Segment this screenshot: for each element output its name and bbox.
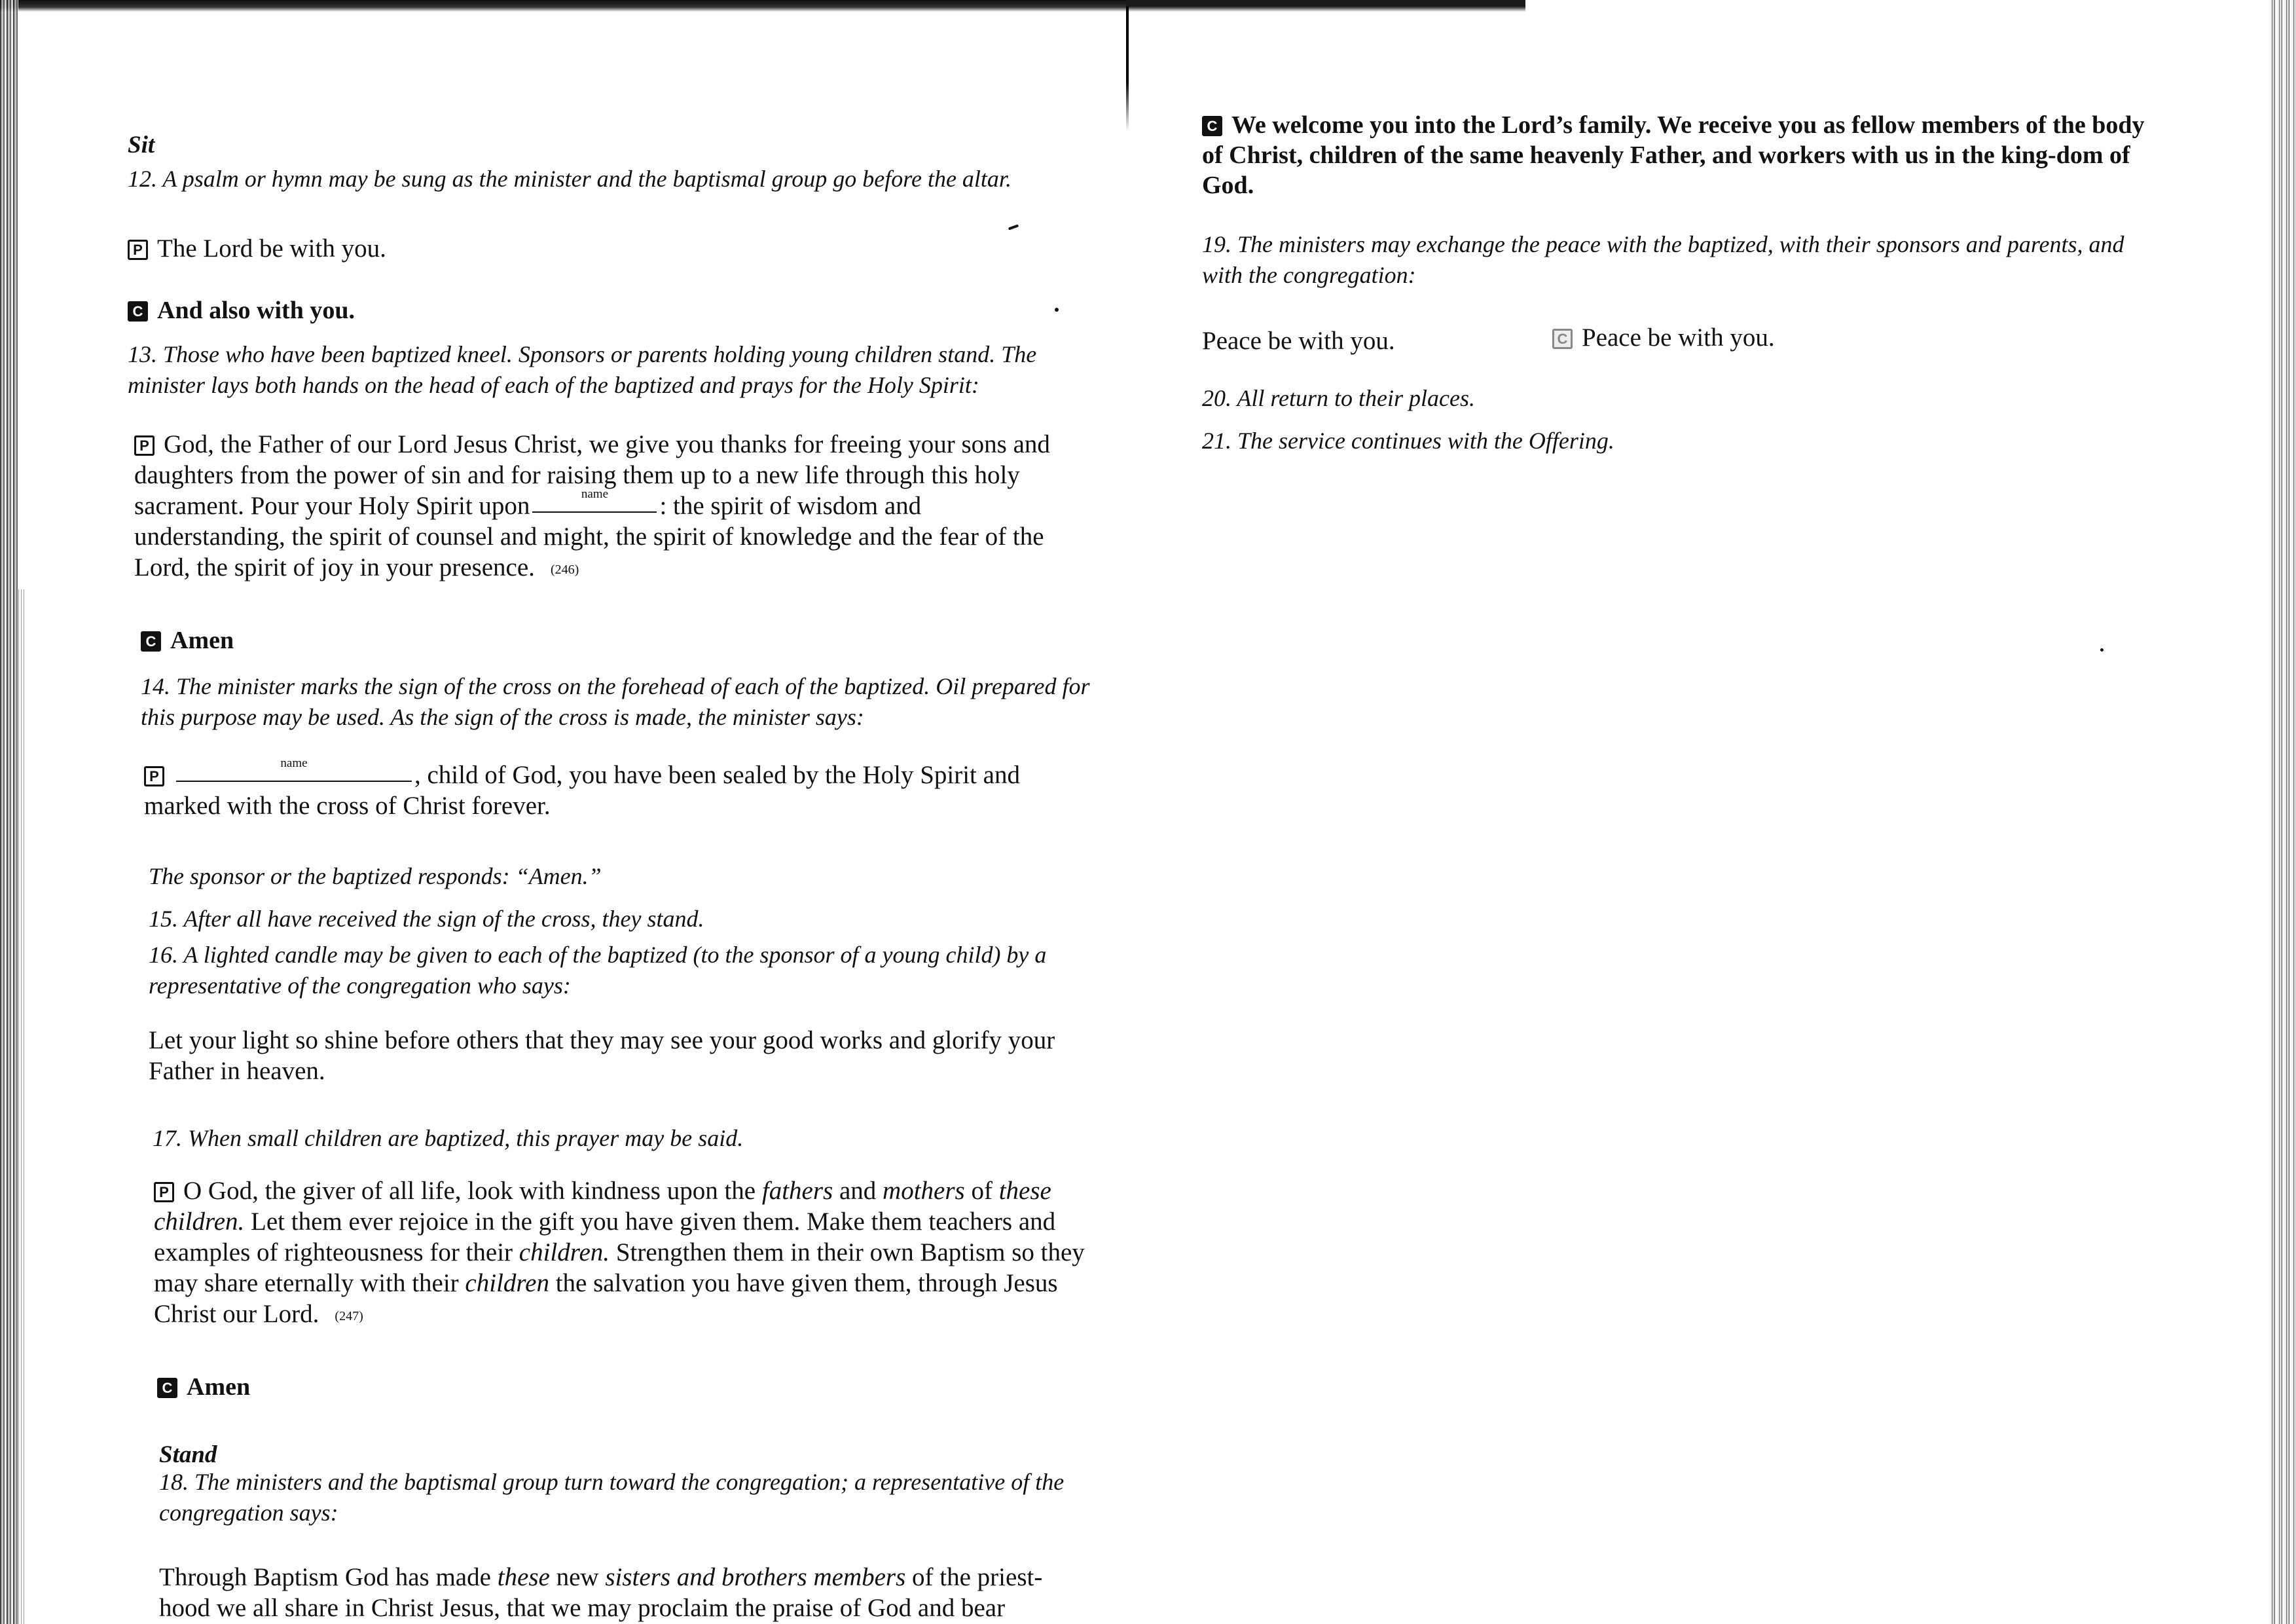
prayer-247-variable: children.	[519, 1238, 610, 1266]
congregation-badge: C	[157, 1378, 177, 1398]
rubric-19: 19. The ministers may exchange the peace with the baptized, with their sponsors and parents, and with the congregation:	[1202, 231, 2124, 288]
versicle-text: The Lord be with you.	[157, 234, 386, 263]
welcome-congregation	[1202, 110, 2145, 200]
prayer-247	[154, 1175, 1090, 1332]
amen-1-text: Amen	[170, 627, 234, 654]
rubric-15: 15. After all have received the sign of the cross, they stand.	[149, 906, 704, 932]
welcome-rep-variable: sisters and brothers members	[605, 1563, 906, 1591]
welcome-representative	[159, 1562, 1089, 1623]
response	[128, 295, 1110, 325]
book-gutter	[1126, 7, 1129, 131]
sealing-text: , child of God, you have been sealed by the Holy Spirit and marked with the cross of Christ forever.	[144, 761, 1020, 820]
scan-speck	[2100, 648, 2104, 652]
name-blank-label: name	[280, 756, 308, 770]
welcome-rep-variable: these	[497, 1563, 550, 1591]
scan-right-edge	[2270, 0, 2296, 1624]
response-text: And also with you.	[157, 297, 355, 324]
pastor-badge: P	[154, 1182, 174, 1202]
prayer-246	[134, 429, 1070, 585]
name-blank-label: name	[581, 487, 609, 501]
name-blank	[532, 487, 657, 513]
prayer-247-text: O God, the giver of all life, look with kindness upon the	[183, 1177, 762, 1205]
prayer-247-text: of	[964, 1177, 999, 1205]
versicle	[128, 233, 1110, 264]
rubric-20: 20. All return to their places.	[1202, 385, 1475, 411]
prayer-247-variable: children	[465, 1269, 549, 1297]
pastor-badge: P	[134, 435, 155, 456]
congregation-badge: C	[128, 301, 148, 322]
prayer-ref-246: (246)	[550, 563, 579, 577]
amen-2	[157, 1372, 1110, 1402]
stand-heading: Stand	[159, 1441, 217, 1468]
rubric-16: 16. A lighted candle may be given to each of the baptized (to the sponsor of a young child) by a representative of the congregation who says:	[149, 942, 1047, 999]
prayer-ref-247: (247)	[335, 1309, 363, 1323]
congregation-badge: C	[1552, 329, 1573, 349]
welcome-rep-text: Through Baptism God has made	[159, 1563, 498, 1591]
light-text: Let your light so shine before others that they may see your good works and glorify your Father in heaven.	[149, 1026, 1055, 1085]
rubric-12: 12. A psalm or hymn may be sung as the minister and the baptismal group go before the altar.	[128, 166, 1011, 192]
peace-response-text: Peace be with you.	[1582, 323, 1775, 352]
prayer-246-text-start: God, the Father of our Lord Jesus Christ, we give you thanks for freeing your sons and daughters from the power of sin and for raising them up to a new life through this holy sacrament. Pour your Holy Spirit upon	[134, 430, 1050, 520]
welcome-congregation-text: We welcome you into the Lord’s family. We receive you as fellow members of the body of Christ, children of the same heavenly Father, and workers with us in the king-dom of God.	[1202, 111, 2145, 199]
sealing	[144, 756, 1087, 821]
scan-speck	[1008, 224, 1019, 230]
rubric-13: 13. Those who have been baptized kneel. Sponsors or parents holding young children stand. The minister lays both hands on the head of each of the baptized and prays for the Holy Spirit:	[128, 341, 1037, 398]
prayer-246-text-end: : the spirit of wisdom and understanding, the spirit of counsel and might, the spirit of knowledge and the fear of the Lord, the spirit of joy in your presence.	[134, 492, 1044, 581]
peace-response	[1552, 322, 2141, 353]
prayer-247-variable: mothers	[883, 1177, 965, 1205]
amen-2-text: Amen	[187, 1373, 251, 1401]
sit-heading: Sit	[128, 132, 155, 158]
scan-left-edge	[0, 0, 18, 1624]
prayer-247-variable: these children.	[154, 1177, 1051, 1236]
rubric-21: 21. The service continues with the Offering.	[1202, 428, 1614, 454]
rubric-17: 17. When small children are baptized, this prayer may be said.	[153, 1125, 744, 1151]
scan-top-shadow-right	[1126, 0, 1525, 7]
prayer-247-text: the salvation you have given them, through Jesus Christ our Lord.	[154, 1269, 1058, 1328]
scan-left-edge-inner	[18, 589, 25, 1624]
congregation-badge: C	[1202, 116, 1222, 136]
prayer-247-text: Strengthen them in their own Baptism so they may share eternally with their	[154, 1238, 1085, 1297]
prayer-247-variable: fathers	[761, 1177, 833, 1205]
rubric-sponsor: The sponsor or the baptized responds: “Amen.”	[149, 863, 602, 889]
peace-minister: Peace be with you.	[1202, 327, 1395, 355]
rubric-18: 18. The ministers and the baptismal group turn toward the congregation; a representative of the congregation says:	[159, 1469, 1065, 1526]
congregation-badge: C	[141, 631, 161, 652]
pastor-badge: P	[128, 240, 148, 260]
prayer-247-text: Let them ever rejoice in the gift you have given them. Make them teachers and examples of righteousness for their	[154, 1208, 1056, 1266]
welcome-rep-text: of the priest-hood we all share in Christ Jesus, that we may proclaim the praise of God and bear	[159, 1563, 1043, 1622]
rubric-14: 14. The minister marks the sign of the cross on the forehead of each of the baptized. Oil prepared for this purpose may be used. As the sign of the cross is made, the minister says:	[141, 673, 1090, 730]
name-blank	[176, 756, 412, 782]
amen-1	[141, 625, 1110, 655]
prayer-247-text: and	[833, 1177, 883, 1205]
pastor-badge: P	[144, 766, 164, 786]
welcome-rep-text: new	[549, 1563, 606, 1591]
